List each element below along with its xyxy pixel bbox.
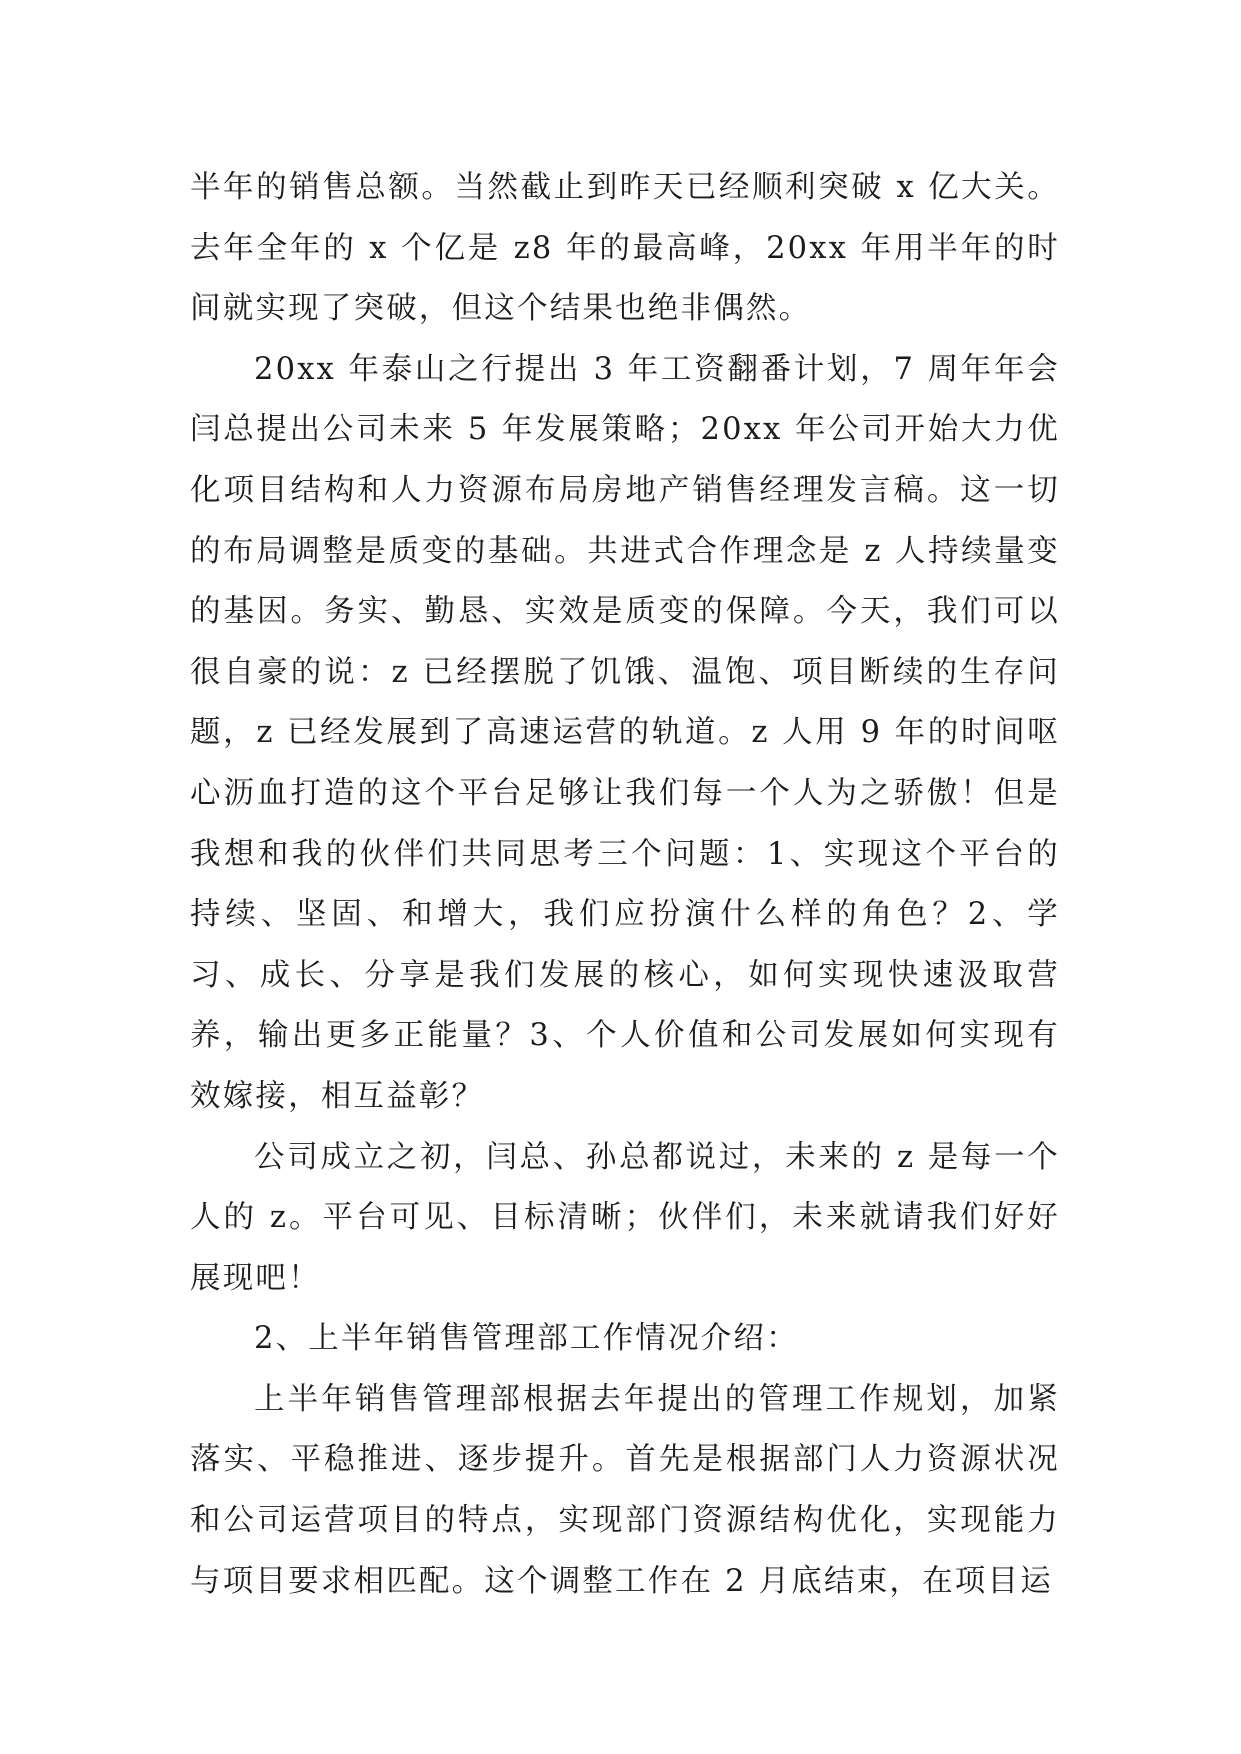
paragraph-sales-management-work: 上半年销售管理部根据去年提出的管理工作规划，加紧落实、平稳推进、逐步提升。首先是根据部门人力资源状况和公司运营项目的特点，实现部门资源结构优化，实现能力与项目要求相匹配。这个调整工作在 2 月底结束，在项目运 [190, 1381, 1060, 1599]
paragraph-development-history: 20xx 年泰山之行提出 3 年工资翻番计划，7 周年年会闫总提出公司未来 5 年发展策略；20xx 年公司开始大力优化项目结构和人力资源布局房地产销售经理发言稿。这一切的布局调整是质变的基础。共进式合作理念是 z 人持续量变的基因。务实、勤恳、实效是质变的保障。今天，我们可以很自豪的说：z 已经摆脱了饥饿、温饱、项目断续的生存问题，z 已经发展到了高速运营的轨道。z 人用 9 年的时间呕心沥血打造的这个平台足够让我们每一个人为之骄傲！但是我想和我的伙伴们共同思考三个问题：1、实现这个平台的持续、坚固、和增大，我们应扮演什么样的角色？2、学习、成长、分享是我们发展的核心，如何实现快速汲取营养，输出更多正能量？3、个人价值和公司发展如何实现有效嫁接，相互益彰？ [190, 351, 1060, 1114]
paragraph-future-vision: 公司成立之初，闫总、孙总都说过，未来的 z 是每一个人的 z。平台可见、目标清晰；伙伴们，未来就请我们好好展现吧！ [190, 1139, 1060, 1296]
section-heading-sales-management: 2、上半年销售管理部工作情况介绍： [254, 1321, 799, 1357]
document-body [190, 158, 1060, 1612]
paragraph-continuation: 半年的销售总额。当然截止到昨天已经顺利突破 x 亿大关。去年全年的 x 个亿是 z8 年的最高峰，20xx 年用半年的时间就实现了突破，但这个结果也绝非偶然。 [190, 170, 1060, 327]
